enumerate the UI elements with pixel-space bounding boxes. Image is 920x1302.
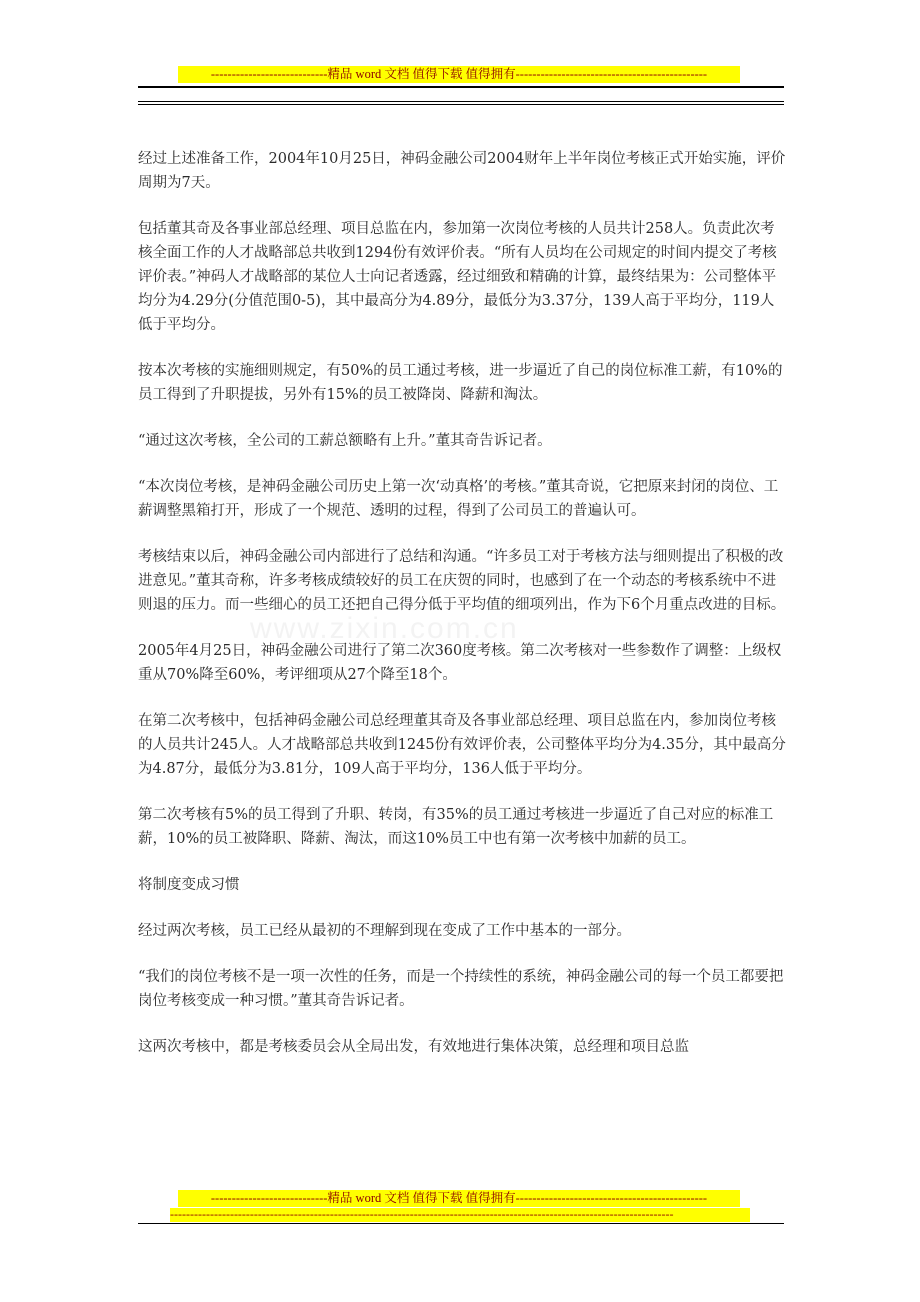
paragraph: 考核结束以后，神码金融公司内部进行了总结和沟通。“许多员工对于考核方法与细则提出了积极的改进意见。”董其奇称，许多考核成绩较好的员工在庆贺的同时，也感到了在一个动态的考核系统中不进则退的压力。而一些细心的员工还把自己得分低于平均值的细项列出，作为下6个月重点改进的目标。 <box>138 549 786 613</box>
paragraph: 经过上述准备工作，2004年10月25日，神码金融公司2004财年上半年岗位考核正式开始实施，评价周期为7天。 <box>138 151 786 191</box>
footer-rule <box>138 1223 784 1224</box>
footer-dash-line: ------------------------------------------------------------------------------------------------------------------------------ <box>170 1208 750 1222</box>
paragraph: 2005年4月25日，神码金融公司进行了第二次360度考核。第二次考核对一些参数作了调整：上级权重从70%降至60%，考评细项从27个降至18个。 <box>138 643 782 683</box>
paragraph: 这两次考核中，都是考核委员会从全局出发，有效地进行集体决策，总经理和项目总监 <box>138 1039 689 1055</box>
paragraph: 在第二次考核中，包括神码金融公司总经理董其奇及各事业部总经理、项目总监在内，参加岗位考核的人员共计245人。人才战略部总共收到1245份有效评价表，公司整体平均分为4.35分，其中最高分为4.87分，最低分为3.81分，109人高于平均分，136人低于平均分。 <box>138 713 786 777</box>
footer-banner: ----------------------------精品 word 文档 值得下载 值得拥有---------------------------------------------- <box>178 1190 740 1207</box>
paragraph: 第二次考核有5%的员工得到了升职、转岗，有35%的员工通过考核进一步逼近了自己对应的标准工薪，10%的员工被降职、降薪、淘汰，而这10%员工中也有第一次考核中加薪的员工。 <box>138 807 774 847</box>
header-banner: ----------------------------精品 word 文档 值得下载 值得拥有---------------------------------------------- <box>178 66 740 83</box>
paragraph: 经过两次考核，员工已经从最初的不理解到现在变成了工作中基本的一部分。 <box>138 923 631 939</box>
paragraph: 按本次考核的实施细则规定，有50%的员工通过考核，进一步逼近了自己的岗位标准工薪，有10%的员工得到了升职提拔，另外有15%的员工被降岗、降薪和淘汰。 <box>138 363 783 403</box>
header-rule-thick <box>138 86 784 88</box>
paragraph: “通过这次考核，全公司的工薪总额略有上升。”董其奇告诉记者。 <box>138 433 552 449</box>
document-body <box>138 147 786 1081</box>
paragraph: “本次岗位考核，是神码金融公司历史上第一次‘动真格’的考核。”董其奇说，它把原来封闭的岗位、工薪调整黑箱打开，形成了一个规范、透明的过程，得到了公司员工的普遍认可。 <box>138 479 779 519</box>
watermark: www.zixin.com.cn <box>250 612 519 645</box>
paragraph: 包括董其奇及各事业部总经理、项目总监在内，参加第一次岗位考核的人员共计258人。负责此次考核全面工作的人才战略部总共收到1294份有效评价表。“所有人员均在公司规定的时间内提交了考核评价表。”神码人才战略部的某位人士向记者透露，经过细致和精确的计算，最终结果为：公司整体平均分为4.29分(分值范围0-5)，其中最高分为4.89分，最低分为3.37分，139人高于平均分，119人低于平均分。 <box>138 221 777 333</box>
section-heading: 将制度变成习惯 <box>138 877 240 893</box>
paragraph: “我们的岗位考核不是一项一次性的任务，而是一个持续性的系统，神码金融公司的每一个员工都要把岗位考核变成一种习惯。”董其奇告诉记者。 <box>138 969 784 1009</box>
header-rule-double-bottom <box>138 104 784 105</box>
header-rule-double-top <box>138 101 784 102</box>
